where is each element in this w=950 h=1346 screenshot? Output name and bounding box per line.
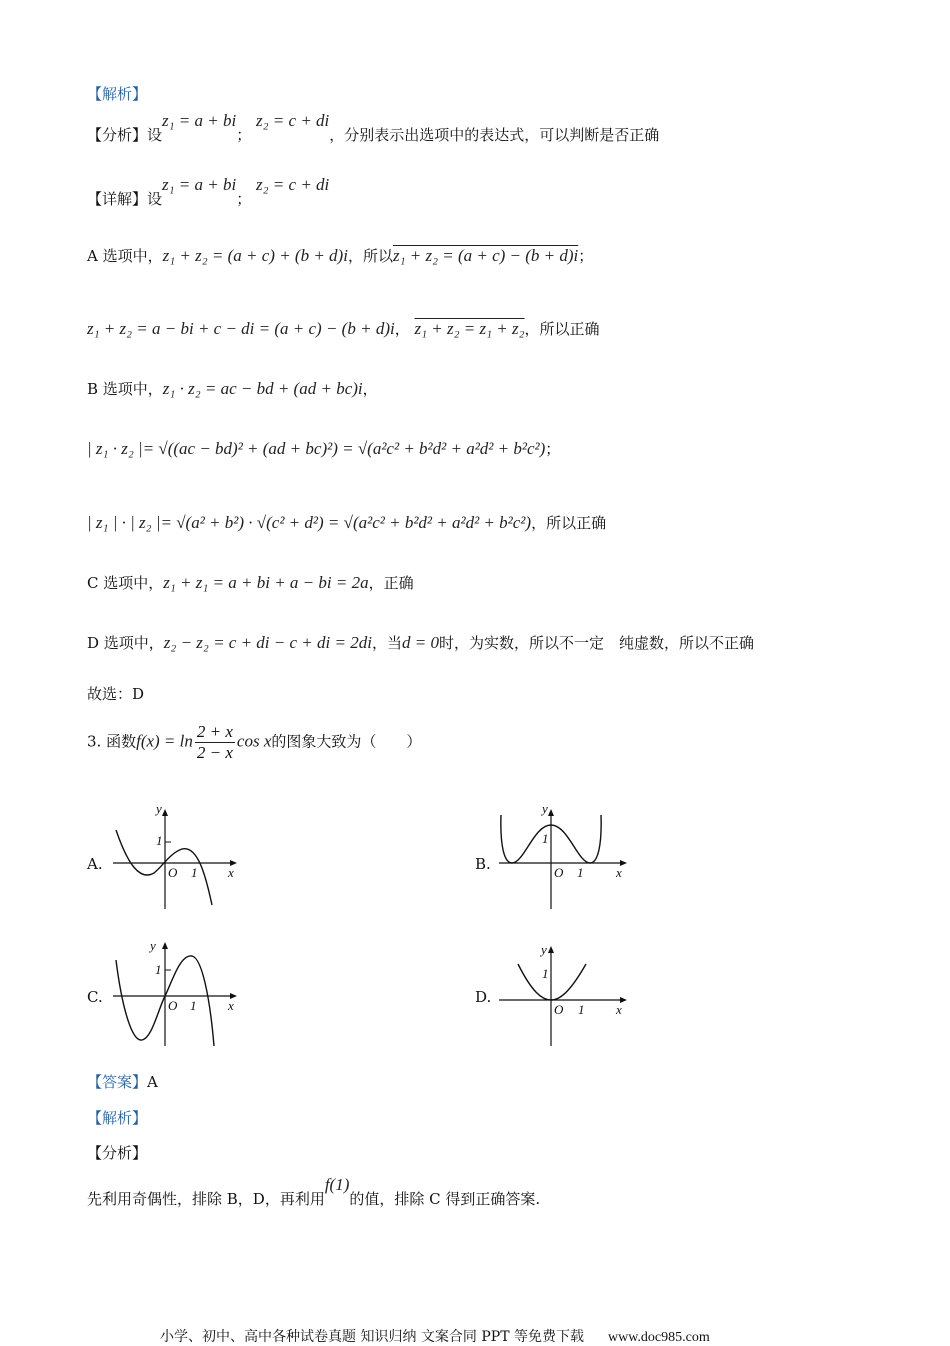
footer-text: 小学、初中、高中各种试卷真题 知识归纳 文案合同 PPT 等免费下载 bbox=[160, 1329, 584, 1345]
option-b-graph bbox=[496, 801, 631, 915]
b-origin-label: O bbox=[554, 865, 564, 880]
fenxi-she: 设 bbox=[147, 126, 163, 144]
option-b-label: B 选项中， bbox=[87, 380, 163, 398]
option-d-choice-label: D. bbox=[475, 988, 492, 1006]
q3-fenxi-f1: f(1) bbox=[324, 1175, 350, 1194]
question-3-prefix: 3. 函数 bbox=[87, 732, 137, 751]
separator: ； bbox=[236, 126, 252, 144]
option-a-conjugate-sum: z₁ + z₂ = a − bi + c − di = (a + c) − (b + d)i bbox=[87, 319, 395, 338]
option-a2-comma: ， bbox=[394, 320, 410, 338]
option-b2-end: ； bbox=[545, 440, 561, 458]
xiangjie-tag: 【详解】 bbox=[87, 190, 148, 208]
a-x-label: x bbox=[228, 865, 234, 880]
separator-2: ； bbox=[236, 190, 252, 208]
option-c-label: C 选项中， bbox=[87, 574, 164, 592]
fenxi-tag: 【分析】 bbox=[87, 126, 148, 144]
option-d-expr: z₂ − z₂ = c + di − c + di = 2di bbox=[163, 633, 372, 652]
conclusion: 故选：D bbox=[87, 685, 145, 703]
d-origin-label: O bbox=[554, 1002, 564, 1017]
option-b-modulus-product: | z₁ · z₂ |= √((ac − bd)² + (ad + bc)²) = √(a²c² + b²d² + a²d² + b²c²) bbox=[87, 439, 546, 458]
option-d-condition: d = 0 bbox=[401, 633, 439, 652]
option-d-end: 时，为实数，所以不一定 纯虚数，所以不正确 bbox=[438, 634, 754, 652]
option-a-graph bbox=[110, 801, 240, 915]
function-lhs: f(x) = ln bbox=[136, 731, 193, 751]
option-a2-end: ，所以正确 bbox=[524, 320, 600, 338]
d-y-one: 1 bbox=[542, 966, 549, 981]
z1-definition-2: z₁ = a + bi bbox=[162, 175, 237, 194]
option-a-sum: z₁ + z₂ = (a + c) + (b + d)i bbox=[162, 246, 348, 265]
option-a-identity: z₁ + z₂ = z₁ + z₂ bbox=[414, 319, 525, 338]
option-b-end: ， bbox=[362, 380, 378, 398]
answer-line bbox=[87, 1071, 158, 1092]
function-fraction bbox=[195, 722, 235, 763]
z1-definition: z₁ = a + bi bbox=[162, 111, 237, 130]
q3-fenxi-text-1: 先利用奇偶性，排除 B，D，再利用 bbox=[87, 1190, 325, 1208]
b-x-label: x bbox=[616, 865, 622, 880]
q3-fenxi-tag: 【分析】 bbox=[87, 1144, 148, 1162]
option-d-line bbox=[87, 632, 754, 653]
question-3-suffix: 的图象大致为（ ） bbox=[271, 732, 422, 751]
option-a-label: A 选项中， bbox=[87, 247, 163, 265]
z2-definition-2: z₂ = c + di bbox=[256, 175, 330, 194]
fenxi-line bbox=[87, 111, 660, 145]
jiexi-tag: 【解析】 bbox=[87, 1109, 148, 1127]
option-b-product: z₁ · z₂ = ac − bd + (ad + bc)i bbox=[162, 379, 363, 398]
option-d-label: D 选项中， bbox=[87, 634, 164, 652]
option-b-choice-label: B. bbox=[475, 855, 491, 873]
option-c-line bbox=[87, 572, 414, 593]
d-y-label: y bbox=[541, 942, 547, 957]
option-d-graph bbox=[496, 942, 631, 1052]
b-y-label: y bbox=[542, 801, 548, 816]
option-a-line-2 bbox=[87, 318, 600, 339]
a-origin-label: O bbox=[168, 865, 178, 880]
fenxi-text: ，分别表示出选项中的表达式，可以判断是否正确 bbox=[329, 126, 660, 144]
option-c-end: ，正确 bbox=[368, 574, 414, 592]
question-3 bbox=[87, 722, 421, 763]
answer-value: A bbox=[147, 1073, 158, 1091]
a-x-one: 1 bbox=[191, 865, 198, 880]
option-b-line-2 bbox=[87, 438, 560, 459]
c-y-label: y bbox=[150, 938, 156, 953]
option-a-mid: ，所以 bbox=[347, 247, 393, 265]
d-x-label: x bbox=[616, 1002, 622, 1017]
option-d-mid: ，当 bbox=[371, 634, 402, 652]
option-a-end: ； bbox=[578, 247, 594, 265]
c-x-label: x bbox=[228, 998, 234, 1013]
c-y-one: 1 bbox=[155, 962, 162, 977]
xiangjie-she: 设 bbox=[147, 190, 163, 208]
option-b-modulus-multiplied: | z₁ | · | z₂ |= √(a² + b²) · √(c² + d²) = √(a²c² + b²d² + a²d² + b²c²) bbox=[87, 513, 532, 532]
a-y-label: y bbox=[156, 801, 162, 816]
footer-url[interactable]: www.doc985.com bbox=[607, 1330, 710, 1345]
c-origin-label: O bbox=[168, 998, 178, 1013]
option-c-expr: z₁ + z₁ = a + bi + a − bi = 2a bbox=[163, 573, 369, 592]
fraction-denominator: 2 − x bbox=[196, 743, 233, 762]
option-a-choice-label: A. bbox=[87, 855, 103, 873]
z2-definition: z₂ = c + di bbox=[256, 111, 330, 130]
d-x-one: 1 bbox=[578, 1002, 585, 1017]
option-b3-end: ，所以正确 bbox=[531, 514, 607, 532]
option-b-line-3 bbox=[87, 512, 606, 533]
option-b-line bbox=[87, 378, 378, 399]
analysis-tag: 【解析】 bbox=[87, 85, 148, 103]
fraction-numerator: 2 + x bbox=[196, 722, 233, 741]
option-c-choice-label: C. bbox=[87, 988, 103, 1006]
option-a-conjugate: z₁ + z₂ = (a + c) − (b + d)i bbox=[392, 246, 579, 265]
option-a-line bbox=[87, 245, 593, 266]
option-c-graph bbox=[110, 938, 240, 1053]
answer-tag: 【答案】 bbox=[87, 1073, 148, 1091]
q3-fenxi-line bbox=[87, 1175, 541, 1209]
xiangjie-line bbox=[87, 175, 330, 209]
b-x-one: 1 bbox=[577, 865, 584, 880]
a-y-one: 1 bbox=[156, 833, 163, 848]
function-rhs: cos x bbox=[236, 731, 272, 751]
q3-fenxi-text-2: 的值，排除 C 得到正确答案. bbox=[349, 1190, 541, 1208]
footer bbox=[160, 1326, 722, 1346]
c-x-one: 1 bbox=[190, 998, 197, 1013]
b-y-one: 1 bbox=[542, 831, 549, 846]
